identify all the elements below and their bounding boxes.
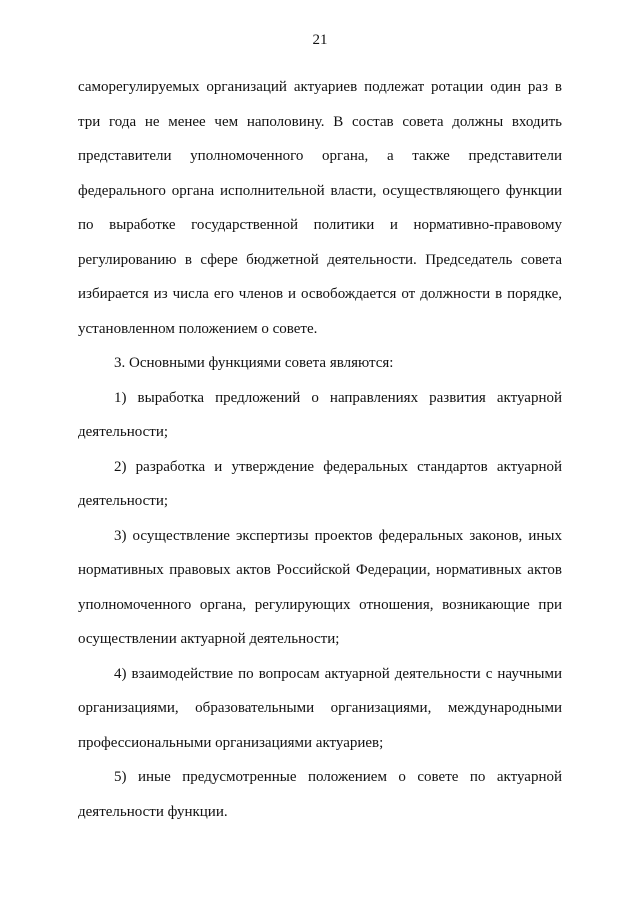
list-item-function-1: 1) выработка предложений о направлениях развития актуарной деятельности; [78, 389, 562, 440]
paragraph-council-composition: саморегулируемых организаций актуариев подлежат ротации один раз в три года не менее чем наполовину. В состав совета должны входить представители уполномоченного органа, а также представители федерального органа исполнительной власти, осуществляющего функции по выработке государственной политики и нормативно-правовому регулированию в сфере бюджетной деятельности. Председатель совета избирается из числа его членов и освобождается от должности в порядке, установленном положением о совете. [78, 79, 562, 337]
list-item-function-5: 5) иные предусмотренные положением о совете по актуарной деятельности функции. [78, 769, 562, 820]
page-number: 21 [312, 32, 328, 48]
list-item-function-4: 4) взаимодействие по вопросам актуарной деятельности с научными организациями, образовательными организациями, международными профессиональными организациями актуариев; [78, 665, 562, 751]
list-item-function-3: 3) осуществление экспертизы проектов федеральных законов, иных нормативных правовых актов Российской Федерации, нормативных актов уполномоченного органа, регулирующих отношения, возникающие при осуществлении актуарной деятельности; [78, 527, 562, 647]
document-body [78, 70, 562, 829]
paragraph-functions-heading: 3. Основными функциями совета являются: [114, 355, 394, 371]
list-item-function-2: 2) разработка и утверждение федеральных стандартов актуарной деятельности; [78, 458, 562, 509]
